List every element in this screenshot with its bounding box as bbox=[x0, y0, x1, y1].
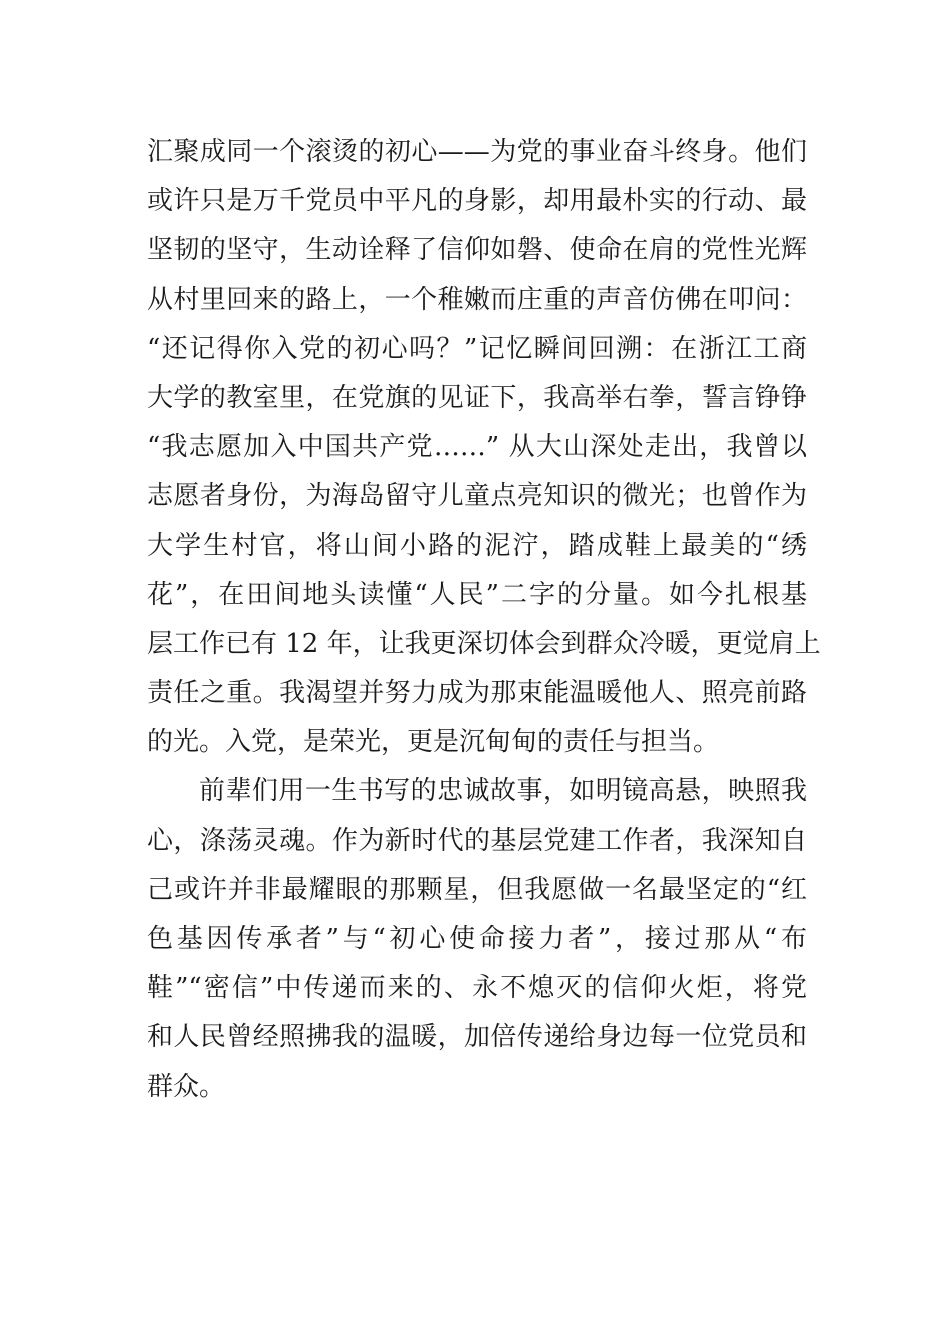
text-line: 群众。 bbox=[147, 1071, 226, 1102]
text-line: 层工作已有 12 年，让我更深切体会到群众冷暖，更觉肩上 bbox=[147, 628, 821, 659]
text-line: 志愿者身份，为海岛留守儿童点亮知识的微光；也曾作为 bbox=[147, 481, 807, 512]
text-line: 责任之重。我渴望并努力成为那束能温暖他人、照亮前路 bbox=[147, 678, 807, 709]
text-line: 或许只是万千党员中平凡的身影，却用最朴实的行动、最 bbox=[147, 186, 807, 217]
text-line: 坚韧的坚守，生动诠释了信仰如磐、使命在肩的党性光辉 bbox=[147, 235, 807, 266]
text-line: 花”，在田间地头读懂“人民”二字的分量。如今扎根基 bbox=[147, 579, 807, 610]
text-line: 汇聚成同一个滚烫的初心——为党的事业奋斗终身。他们 bbox=[147, 137, 807, 167]
text-line: 大学的教室里，在党旗的见证下，我高举右拳，誓言铮铮 bbox=[147, 382, 807, 413]
text-line: 的光。入党，是荣光，更是沉甸甸的责任与担当。 bbox=[147, 727, 720, 758]
text-line: “我志愿加入中国共产党……” 从大山深处走出，我曾以 bbox=[147, 432, 807, 463]
text-line: 和人民曾经照拂我的温暖，加倍传递给身边每一位党员和 bbox=[147, 1022, 807, 1053]
body-text bbox=[147, 128, 821, 1112]
text-line: 大学生村官，将山间小路的泥泞，踏成鞋上最美的“绣 bbox=[147, 530, 807, 561]
text-line: 己或许并非最耀眼的那颗星，但我愿做一名最坚定的“红 bbox=[147, 874, 807, 905]
text-line: 鞋”“密信”中传递而来的、永不熄灭的信仰火炬，将党 bbox=[147, 973, 807, 1004]
text-line: 心，涤荡灵魂。作为新时代的基层党建工作者，我深知自 bbox=[147, 825, 807, 856]
text-line: “还记得你入党的初心吗？”记忆瞬间回溯：在浙江工商 bbox=[147, 333, 807, 364]
text-line: 色基因传承者”与“初心使命接力者”，接过那从“布 bbox=[147, 924, 807, 954]
paragraph-first-line: 前辈们用一生书写的忠诚故事，如明镜高悬，映照我 bbox=[199, 776, 807, 807]
text-line: 从村里回来的路上，一个稚嫩而庄重的声音仿佛在叩问： bbox=[147, 284, 807, 315]
